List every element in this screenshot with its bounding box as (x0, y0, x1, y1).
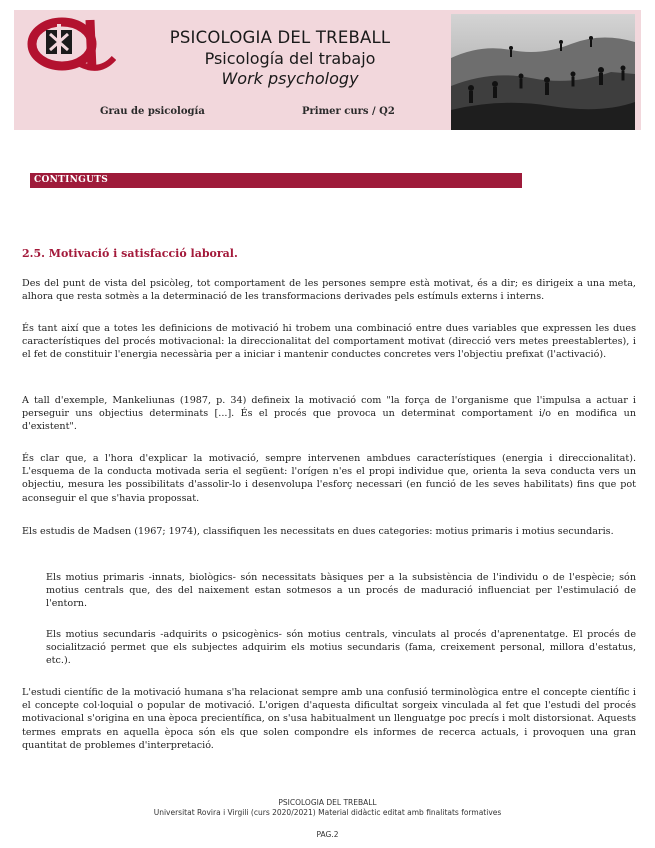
paragraph: És tant així que a totes les definicions de motivació hi trobem una combinació entre dues variables que expressen les dues característiques del procés motivacional: la direccionalitat del comportament motivat (direcció vers metes preestablertes), i el fet de constituir l'energia necessària per a iniciar i mantenir conductes concretes vers l'objectiu prefixat (l'activació). (22, 323, 636, 361)
paragraph: Els estudis de Madsen (1967; 1974), classifiquen les necessitats en dues categories: motius primaris i motius secundaris. (22, 526, 614, 537)
section-heading: 2.5. Motivació i satisfacció laboral. (22, 247, 238, 260)
page-number: PAG.2 (316, 830, 339, 839)
quoted-paragraph-primary-motives: Els motius primaris -innats, biològics- són necessitats bàsiques per a la subsistència de l'individu o de l'espècie; són motius centrals que, des del naixement estan sotmesos a un procés de maduració influenciat per l'estimulació de l'entorn. (46, 572, 636, 610)
footer-subtitle: Universitat Rovira i Virgili (curs 2020/2021) Material didàctic editat amb finalitats formatives (153, 808, 502, 817)
title-spanish: Psicología del trabajo (204, 49, 376, 68)
paragraph: A tall d'exemple, Mankeliunas (1987, p. 34) defineix la motivació com "la força de l'organisme que l'impulsa a actuar i perseguir uns objectius determinats [...]. És el procés que provoca un determinat comportament i/o en modifica un d'existent". (22, 395, 636, 433)
paragraph: L'estudi científic de la motivació humana s'ha relacionat sempre amb una confusió terminològica entre el concepte científic i el concepte col·loquial o popular de motivació. L'origen d'aquesta dificultat sorgeix vinculada al fet que l'estudi del procés motivacional s'origina en una època precientífica, on s'usa habitualment un llenguatge poc precís i molt distorsionat. Aquests termes emprats en aquella època són els que solen compondre els informes de recerca actuals, i provoquen una gran quantitat de problemes d'interpretació. (22, 687, 636, 751)
degree-label: Grau de psicología (100, 106, 205, 117)
paragraph: És clar que, a l'hora d'explicar la motivació, sempre intervenen ambdues característiques (energia i direccionalitat). L'esquema de la conducta motivada seria el següent: l'orígen n'es el propi individue que, orienta la seva conducta vers un objectiu, mesura les possibilitats d'assolir-lo i desenvolupa l'esforç necessari (en funció de les seves habilitats) fins que pot aconseguir el que s'havia propossat. (22, 453, 636, 504)
document-title-block (130, 28, 430, 88)
section-bar-contents: CONTINGUTS (30, 173, 522, 188)
title-english: Work psychology (221, 69, 359, 88)
course-label: Primer curs / Q2 (302, 106, 395, 117)
workers-silhouette-photo (451, 14, 635, 130)
title-catalan: PSICOLOGIA DEL TREBALL (169, 28, 391, 47)
paragraph: Des del punt de vista del psicòleg, tot comportament de les persones sempre està motivat, és a dir; es dirigeix a una meta, alhora que resta sotmès a la determinació de les transformacions derivades pels estímuls externs i interns. (22, 278, 636, 303)
quoted-paragraph-secondary-motives: Els motius secundaris -adquirits o psicogènics- són motius centrals, vinculats al procés d'aprenentatge. El procés de socialització permet que els subjectes adquirim els motius secundaris (fama, creixement personal, millora d'estatus, etc.). (46, 629, 636, 667)
footer-title: PSICOLOGIA DEL TREBALL (278, 798, 377, 807)
university-logo (20, 14, 116, 74)
